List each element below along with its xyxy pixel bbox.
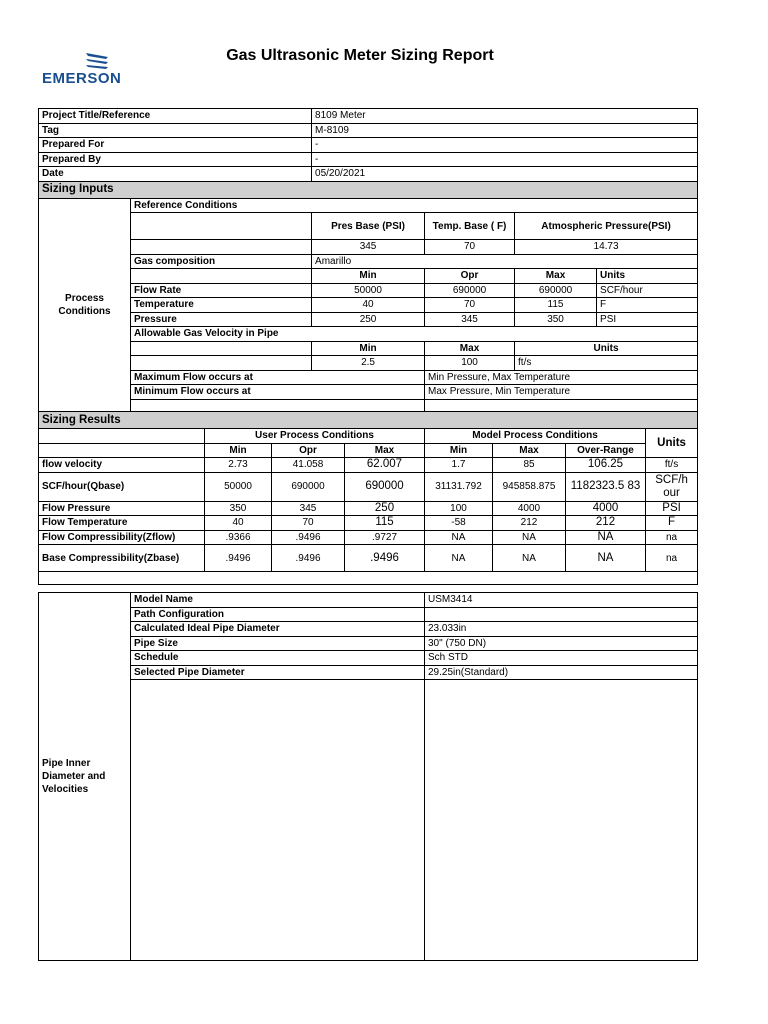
project-value: M-8109 xyxy=(312,123,698,138)
result-value: 100 xyxy=(425,501,493,516)
velocity-min: 2.5 xyxy=(312,356,425,371)
ref-value: 345 xyxy=(312,240,425,255)
result-row xyxy=(39,458,698,473)
result-value: 690000 xyxy=(272,472,345,501)
pipe-label: Schedule xyxy=(131,651,425,666)
result-value: 62.007 xyxy=(345,458,425,473)
project-value: - xyxy=(312,152,698,167)
result-value: 212 xyxy=(566,516,646,531)
min-flow-label: Minimum Flow occurs at xyxy=(131,385,425,400)
result-label: Base Compressibility(Zbase) xyxy=(39,545,205,572)
result-label: SCF/hour(Qbase) xyxy=(39,472,205,501)
cond-header: Min xyxy=(312,269,425,284)
result-value: 106.25 xyxy=(566,458,646,473)
reference-conditions-label: Reference Conditions xyxy=(131,198,698,213)
condition-units: SCF/hour xyxy=(597,283,698,298)
result-row xyxy=(39,545,698,572)
pipe-value: 29.25in(Standard) xyxy=(425,665,698,680)
result-value: .9366 xyxy=(205,530,272,545)
page-title: Gas Ultrasonic Meter Sizing Report xyxy=(226,47,494,64)
ref-value: 14.73 xyxy=(515,240,698,255)
min-flow-value: Max Pressure, Min Temperature xyxy=(425,385,698,400)
pipe-row xyxy=(39,651,698,666)
project-value: - xyxy=(312,138,698,153)
pipe-value: Sch STD xyxy=(425,651,698,666)
velocity-max: 100 xyxy=(425,356,515,371)
ref-header: Temp. Base ( F) xyxy=(425,213,515,240)
condition-opr: 70 xyxy=(425,298,515,313)
condition-label: Temperature xyxy=(131,298,312,313)
project-value: 8109 Meter xyxy=(312,109,698,124)
result-label: Flow Temperature xyxy=(39,516,205,531)
pipe-value: USM3414 xyxy=(425,593,698,608)
pipe-row xyxy=(39,622,698,637)
project-row xyxy=(39,152,698,167)
velocity-label: Allowable Gas Velocity in Pipe xyxy=(131,327,698,342)
result-value: 85 xyxy=(493,458,566,473)
result-value: NA xyxy=(425,545,493,572)
result-value: 115 xyxy=(345,516,425,531)
gas-composition-label: Gas composition xyxy=(131,254,312,269)
pipe-label: Path Configuration xyxy=(131,607,425,622)
max-flow-value: Min Pressure, Max Temperature xyxy=(425,370,698,385)
project-value: 05/20/2021 xyxy=(312,167,698,182)
project-row xyxy=(39,123,698,138)
project-label: Prepared By xyxy=(39,152,312,167)
result-units: F xyxy=(646,516,698,531)
condition-units: PSI xyxy=(597,312,698,327)
process-conditions-label: Process Conditions xyxy=(39,198,131,412)
velocity-header: Min xyxy=(312,341,425,356)
pipe-row xyxy=(39,593,698,608)
ref-header: Atmospheric Pressure(PSI) xyxy=(515,213,698,240)
project-label: Tag xyxy=(39,123,312,138)
pipe-row xyxy=(39,665,698,680)
sizing-results-table xyxy=(38,411,698,585)
result-value: .9496 xyxy=(205,545,272,572)
project-row xyxy=(39,109,698,124)
condition-label: Flow Rate xyxy=(131,283,312,298)
result-value: NA xyxy=(493,545,566,572)
result-units: ft/s xyxy=(646,458,698,473)
result-value: .9496 xyxy=(345,545,425,572)
result-subheader: Max xyxy=(493,443,566,458)
result-value: 31131.792 xyxy=(425,472,493,501)
pipe-value: 23.033in xyxy=(425,622,698,637)
condition-opr: 345 xyxy=(425,312,515,327)
result-row xyxy=(39,516,698,531)
condition-units: F xyxy=(597,298,698,313)
condition-max: 350 xyxy=(515,312,597,327)
pipe-label: Pipe Size xyxy=(131,636,425,651)
result-value: NA xyxy=(425,530,493,545)
pipe-side-label: Pipe Inner Diameter and Velocities xyxy=(39,593,131,961)
section-title-sizing-inputs: Sizing Inputs xyxy=(39,181,698,198)
result-units: na xyxy=(646,530,698,545)
result-value: 1.7 xyxy=(425,458,493,473)
result-value: 690000 xyxy=(345,472,425,501)
project-and-inputs-table xyxy=(38,108,698,413)
result-row xyxy=(39,530,698,545)
project-label: Project Title/Reference xyxy=(39,109,312,124)
condition-row xyxy=(39,312,698,327)
result-value: 4000 xyxy=(493,501,566,516)
result-value: .9496 xyxy=(272,530,345,545)
result-value: 41.058 xyxy=(272,458,345,473)
result-label: flow velocity xyxy=(39,458,205,473)
logo-text: EMERSON xyxy=(42,70,122,87)
result-value: 40 xyxy=(205,516,272,531)
emerson-emblem-icon xyxy=(42,50,152,72)
project-row xyxy=(39,138,698,153)
project-row xyxy=(39,167,698,182)
velocity-header: Max xyxy=(425,341,515,356)
section-title-sizing-results: Sizing Results xyxy=(39,412,698,429)
condition-min: 50000 xyxy=(312,283,425,298)
ref-value: 70 xyxy=(425,240,515,255)
result-value: 50000 xyxy=(205,472,272,501)
result-value: -58 xyxy=(425,516,493,531)
condition-row xyxy=(39,283,698,298)
condition-min: 250 xyxy=(312,312,425,327)
result-value: 212 xyxy=(493,516,566,531)
result-value: 2.73 xyxy=(205,458,272,473)
result-row xyxy=(39,501,698,516)
project-label: Date xyxy=(39,167,312,182)
result-value: 350 xyxy=(205,501,272,516)
result-value: 1182323.5 83 xyxy=(566,472,646,501)
pipe-row xyxy=(39,636,698,651)
result-subheader: Over-Range xyxy=(566,443,646,458)
result-row xyxy=(39,472,698,501)
pipe-label: Selected Pipe Diameter xyxy=(131,665,425,680)
condition-min: 40 xyxy=(312,298,425,313)
gas-composition-value: Amarillo xyxy=(312,254,698,269)
condition-max: 115 xyxy=(515,298,597,313)
result-value: 945858.875 xyxy=(493,472,566,501)
pipe-label: Model Name xyxy=(131,593,425,608)
pipe-value xyxy=(425,607,698,622)
velocity-header: Units xyxy=(515,341,698,356)
cond-header: Units xyxy=(597,269,698,284)
result-value: 345 xyxy=(272,501,345,516)
result-value: NA xyxy=(566,545,646,572)
result-units: PSI xyxy=(646,501,698,516)
emerson-logo xyxy=(42,50,152,92)
project-label: Prepared For xyxy=(39,138,312,153)
result-value: 4000 xyxy=(566,501,646,516)
units-header: Units xyxy=(646,429,698,458)
ref-header: Pres Base (PSI) xyxy=(312,213,425,240)
result-units: na xyxy=(646,545,698,572)
model-conditions-header: Model Process Conditions xyxy=(425,429,646,444)
result-subheader: Opr xyxy=(272,443,345,458)
velocity-units: ft/s xyxy=(515,356,698,371)
result-value: 250 xyxy=(345,501,425,516)
pipe-label: Calculated Ideal Pipe Diameter xyxy=(131,622,425,637)
result-value: 70 xyxy=(272,516,345,531)
pipe-value: 30" (750 DN) xyxy=(425,636,698,651)
result-units: SCF/h our xyxy=(646,472,698,501)
result-label: Flow Compressibility(Zflow) xyxy=(39,530,205,545)
max-flow-label: Maximum Flow occurs at xyxy=(131,370,425,385)
pipe-row xyxy=(39,607,698,622)
result-subheader: Min xyxy=(425,443,493,458)
cond-header: Opr xyxy=(425,269,515,284)
condition-label: Pressure xyxy=(131,312,312,327)
result-subheader: Max xyxy=(345,443,425,458)
result-value: NA xyxy=(493,530,566,545)
condition-row xyxy=(39,298,698,313)
result-value: NA xyxy=(566,530,646,545)
cond-header: Max xyxy=(515,269,597,284)
condition-opr: 690000 xyxy=(425,283,515,298)
result-label: Flow Pressure xyxy=(39,501,205,516)
result-value: .9496 xyxy=(272,545,345,572)
user-conditions-header: User Process Conditions xyxy=(205,429,425,444)
condition-max: 690000 xyxy=(515,283,597,298)
pipe-table xyxy=(38,592,698,961)
result-value: .9727 xyxy=(345,530,425,545)
result-subheader: Min xyxy=(205,443,272,458)
